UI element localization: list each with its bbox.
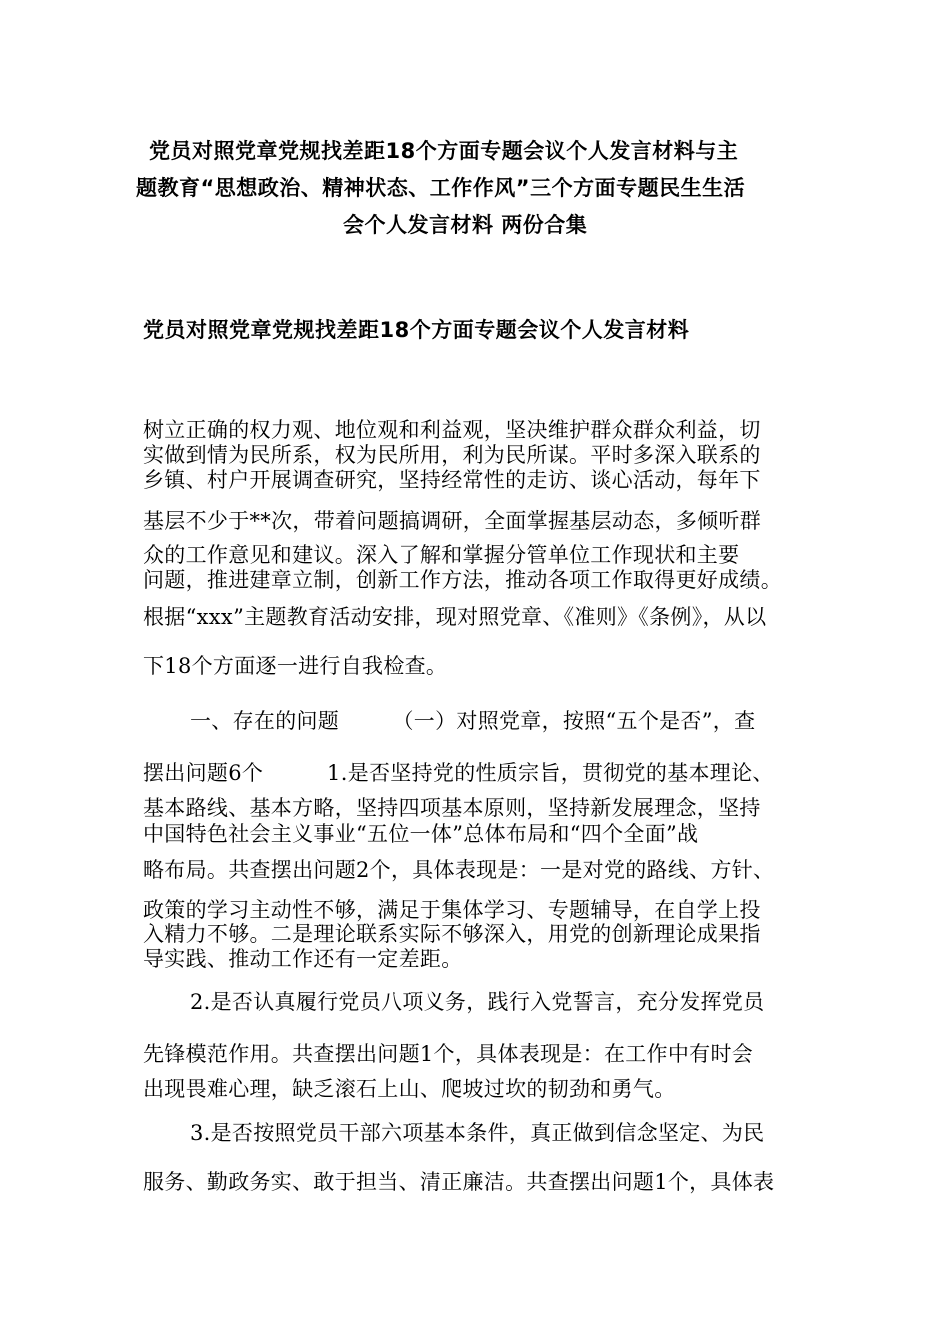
main-title-line-2: 题教育“思想政治、精神状态、工作作风”三个方面专题民生生活 [136,176,746,200]
body-line: 根据“xxx”主题教育活动安排，现对照党章、《准则》《条例》，从以 [143,605,767,629]
body-line: 略布局。共查摆出问题2个，具体表现是：一是对党的路线、方针、 [143,858,775,882]
body-line: 2.是否认真履行党员八项义务，践行入党誓言，充分发挥党员 [190,990,765,1014]
body-line: 问题，推进建章立制，创新工作方法，推动各项工作取得更好成绩。 [143,568,782,592]
body-line: 出现畏难心理，缺乏滚石上山、爬坡过坎的韧劲和勇气。 [143,1077,676,1101]
body-line: 一、存在的问题 （一）对照党章，按照“五个是否”，查 [190,709,756,733]
body-line: 众的工作意见和建议。深入了解和掌握分管单位工作现状和主要 [143,543,740,567]
body-line: 实做到情为民所系，权为民所用，利为民所谋。平时多深入联系的 [143,443,761,467]
body-line: 树立正确的权力观、地位观和利益观，坚决维护群众群众利益，切 [143,418,761,442]
body-line: 3.是否按照党员干部六项基本条件，真正做到信念坚定、为民 [190,1121,765,1145]
body-line: 先锋模范作用。共查摆出问题1个，具体表现是：在工作中有时会 [143,1042,754,1066]
main-title-line-1: 党员对照党章党规找差距18个方面专题会议个人发言材料与主 [149,139,739,163]
body-line: 摆出问题6个 1.是否坚持党的性质宗旨，贯彻党的基本理论、 [143,761,774,785]
body-line: 中国特色社会主义事业“五位一体”总体布局和“四个全面”战 [143,822,699,846]
body-line: 服务、勤政务实、敢于担当、清正廉洁。共查摆出问题1个，具体表 [143,1170,775,1194]
main-title-line-3: 会个人发言材料 两份合集 [343,213,588,237]
body-line: 下18个方面逐一进行自我检查。 [143,654,448,678]
body-line: 基层不少于**次，带着问题搞调研，全面掌握基层动态，多倾听群 [143,509,761,533]
body-line: 入精力不够。二是理论联系实际不够深入，用党的创新理论成果指 [143,922,761,946]
section-title: 党员对照党章党规找差距18个方面专题会议个人发言材料 [143,318,690,342]
body-line: 基本路线、基本方略，坚持四项基本原则，坚持新发展理念，坚持 [143,796,761,820]
body-line: 政策的学习主动性不够，满足于集体学习、专题辅导，在自学上投 [143,898,761,922]
body-line: 导实践、推动工作还有一定差距。 [143,947,463,971]
body-line: 乡镇、村户开展调查研究，坚持经常性的走访、谈心活动，每年下 [143,468,761,492]
